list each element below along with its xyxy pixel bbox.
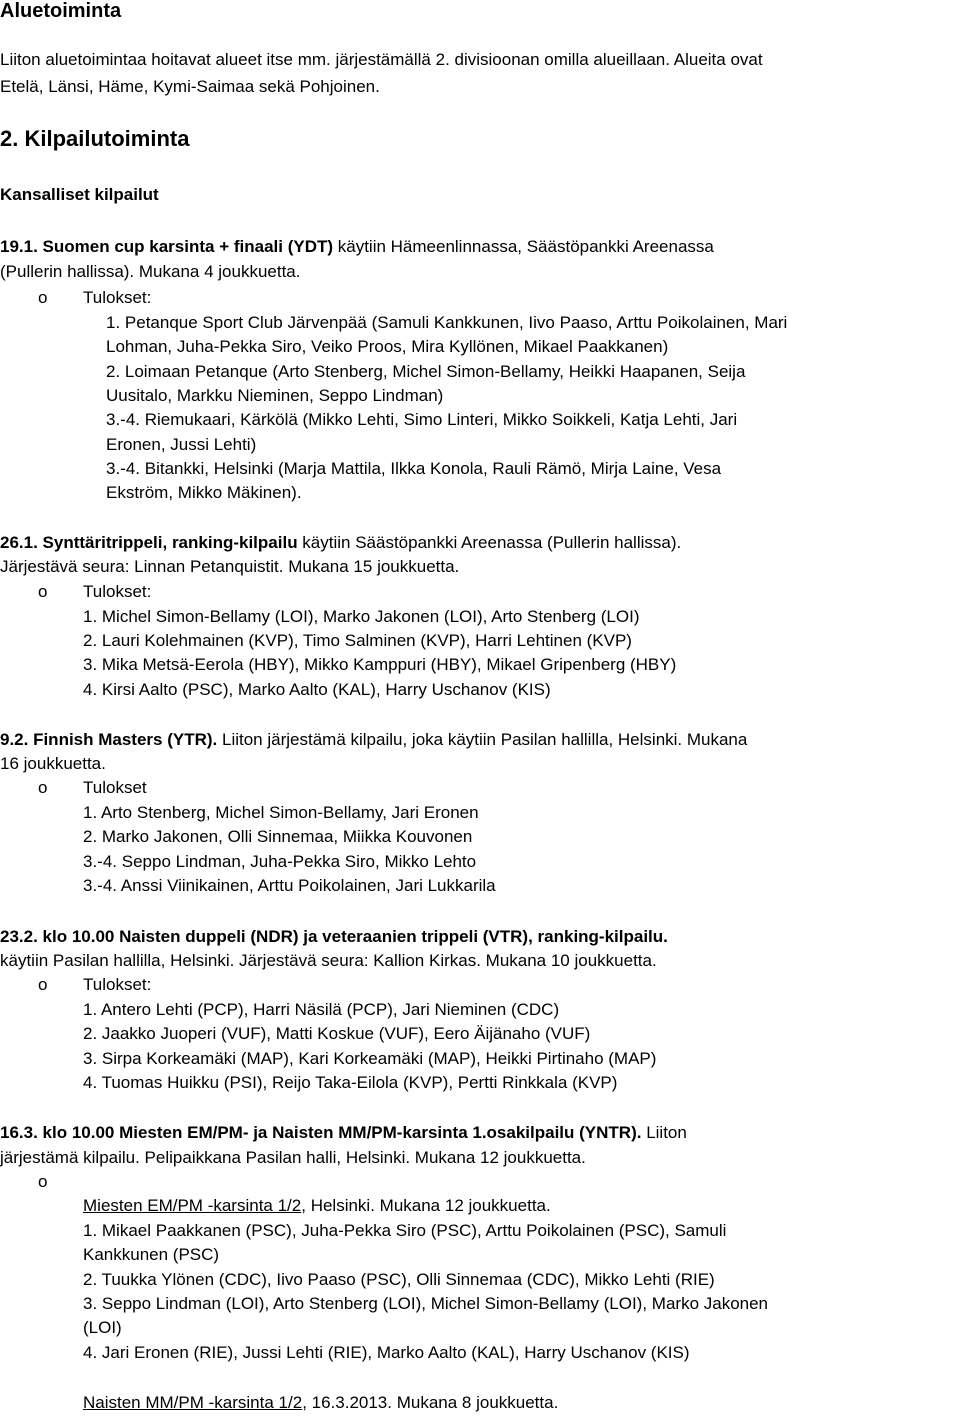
event-3-title-bold: 9.2. Finnish Masters (YTR).: [0, 730, 218, 749]
event-2-results-label: Tulokset:: [83, 582, 152, 601]
event-1-title-bold: 19.1. Suomen cup karsinta + finaali (YDT): [0, 237, 334, 256]
event-1-result: Lohman, Juha-Pekka Siro, Veiko Proos, Mira Kyllönen, Mikael Paakkanen): [106, 337, 669, 356]
bullet-icon: o: [38, 778, 48, 797]
event-5-sub2-rest: , 16.3.2013. Mukana 8 joukkuetta.: [302, 1393, 559, 1412]
event-5-title: [0, 1123, 960, 1143]
event-3-title: [0, 730, 960, 750]
event-5-result: 1. Mikael Paakkanen (PSC), Juha-Pekka Siro (PSC), Arttu Poikolainen (PSC), Samuli: [83, 1221, 727, 1240]
event-5-sub1: [83, 1196, 960, 1216]
event-3-result: 2. Marko Jakonen, Olli Sinnemaa, Miikka Kouvonen: [83, 827, 473, 846]
event-5-sub1-title: Miesten EM/PM -karsinta 1/2: [83, 1196, 302, 1215]
event-5-sub2: [83, 1393, 960, 1413]
bullet-icon: o: [38, 1172, 48, 1191]
event-2-title-rest: käytiin Säästöpankki Areenassa (Pullerin hallissa).: [297, 533, 682, 552]
event-1-result: 3.-4. Bitankki, Helsinki (Marja Mattila, Ilkka Konola, Rauli Rämö, Mirja Laine, Vesa: [106, 459, 722, 478]
event-5-title-rest: Liiton: [641, 1123, 687, 1142]
event-5-result: Kankkunen (PSC): [83, 1245, 220, 1264]
intro-line-1: Liiton aluetoimintaa hoitavat alueet itse mm. järjestämällä 2. divisioonan omilla alueillaan. Alueita ovat: [0, 50, 763, 69]
event-3-title-rest: Liiton järjestämä kilpailu, joka käytiin Pasilan hallilla, Helsinki. Mukana: [217, 730, 748, 749]
event-4-line2: käytiin Pasilan hallilla, Helsinki. Järjestävä seura: Kallion Kirkas. Mukana 10 joukkuetta.: [0, 951, 657, 970]
event-3-line2: 16 joukkuetta.: [0, 754, 106, 773]
event-5-result: 2. Tuukka Ylönen (CDC), Iivo Paaso (PSC), Olli Sinnemaa (CDC), Mikko Lehti (RIE): [83, 1270, 715, 1289]
event-3-result: 3.-4. Anssi Viinikainen, Arttu Poikolainen, Jari Lukkarila: [83, 876, 496, 895]
event-4-title: [0, 927, 960, 947]
event-1-title: [0, 237, 960, 257]
event-1-results-label: Tulokset:: [83, 288, 152, 307]
event-1-result: 2. Loimaan Petanque (Arto Stenberg, Michel Simon-Bellamy, Heikki Haapanen, Seija: [106, 362, 746, 381]
event-5-result: 4. Jari Eronen (RIE), Jussi Lehti (RIE), Marko Aalto (KAL), Harry Uschanov (KIS): [83, 1343, 690, 1362]
event-1-result: Ekström, Mikko Mäkinen).: [106, 483, 302, 502]
event-5-sub2-title: Naisten MM/PM -karsinta 1/2: [83, 1393, 303, 1412]
event-2-result: 3. Mika Metsä-Eerola (HBY), Mikko Kamppuri (HBY), Mikael Gripenberg (HBY): [83, 655, 677, 674]
event-1-result: Eronen, Jussi Lehti): [106, 435, 257, 454]
section-title: 2. Kilpailutoiminta: [0, 126, 190, 151]
event-4-result: 2. Jaakko Juoperi (VUF), Matti Koskue (VUF), Eero Äijänaho (VUF): [83, 1024, 591, 1043]
event-3-result: 3.-4. Seppo Lindman, Juha-Pekka Siro, Mikko Lehto: [83, 852, 477, 871]
intro-line-2: Etelä, Länsi, Häme, Kymi-Saimaa sekä Pohjoinen.: [0, 77, 380, 96]
bullet-icon: o: [38, 582, 48, 601]
event-2-line2: Järjestävä seura: Linnan Petanquistit. Mukana 15 joukkuetta.: [0, 557, 460, 576]
event-2-result: 2. Lauri Kolehmainen (KVP), Timo Salminen (KVP), Harri Lehtinen (KVP): [83, 631, 632, 650]
event-4-title-bold: 23.2. klo 10.00 Naisten duppeli (NDR) ja veteraanien trippeli (VTR), ranking-kilpailu.: [0, 927, 668, 946]
event-1-line2: (Pullerin hallissa). Mukana 4 joukkuetta.: [0, 262, 301, 281]
event-3-results-label: Tulokset: [83, 778, 147, 797]
event-1-title-rest: käytiin Hämeenlinnassa, Säästöpankki Areenassa: [333, 237, 714, 256]
event-1-result: 3.-4. Riemukaari, Kärkölä (Mikko Lehti, Simo Linteri, Mikko Soikkeli, Katja Lehti, Jari: [106, 410, 738, 429]
event-5-sub1-rest: , Helsinki. Mukana 12 joukkuetta.: [301, 1196, 551, 1215]
event-4-result: 3. Sirpa Korkeamäki (MAP), Kari Korkeamäki (MAP), Heikki Pirtinaho (MAP): [83, 1049, 657, 1068]
event-2-title-bold: 26.1. Synttäritrippeli, ranking-kilpailu: [0, 533, 298, 552]
page-heading: Aluetoiminta: [0, 0, 122, 22]
event-2-title: [0, 533, 960, 553]
subsection-title: Kansalliset kilpailut: [0, 185, 159, 204]
event-2-result: 4. Kirsi Aalto (PSC), Marko Aalto (KAL), Harry Uschanov (KIS): [83, 680, 551, 699]
event-2-result: 1. Michel Simon-Bellamy (LOI), Marko Jakonen (LOI), Arto Stenberg (LOI): [83, 607, 640, 626]
event-4-result: 1. Antero Lehti (PCP), Harri Näsilä (PCP), Jari Nieminen (CDC): [83, 1000, 560, 1019]
bullet-icon: o: [38, 975, 48, 994]
event-5-result: 3. Seppo Lindman (LOI), Arto Stenberg (LOI), Michel Simon-Bellamy (LOI), Marko Jakonen: [83, 1294, 769, 1313]
event-1-result: 1. Petanque Sport Club Järvenpää (Samuli Kankkunen, Iivo Paaso, Arttu Poikolainen, Mari: [106, 313, 788, 332]
event-5-result: (LOI): [83, 1318, 122, 1337]
event-5-line2: järjestämä kilpailu. Pelipaikkana Pasilan halli, Helsinki. Mukana 12 joukkuetta.: [0, 1148, 586, 1167]
bullet-icon: o: [38, 288, 48, 307]
event-3-result: 1. Arto Stenberg, Michel Simon-Bellamy, Jari Eronen: [83, 803, 479, 822]
event-4-results-label: Tulokset:: [83, 975, 152, 994]
event-1-result: Uusitalo, Markku Nieminen, Seppo Lindman): [106, 386, 444, 405]
event-5-title-bold: 16.3. klo 10.00 Miesten EM/PM- ja Naisten MM/PM-karsinta 1.osakilpailu (YNTR).: [0, 1123, 642, 1142]
event-4-result: 4. Tuomas Huikku (PSI), Reijo Taka-Eilola (KVP), Pertti Rinkkala (KVP): [83, 1073, 618, 1092]
